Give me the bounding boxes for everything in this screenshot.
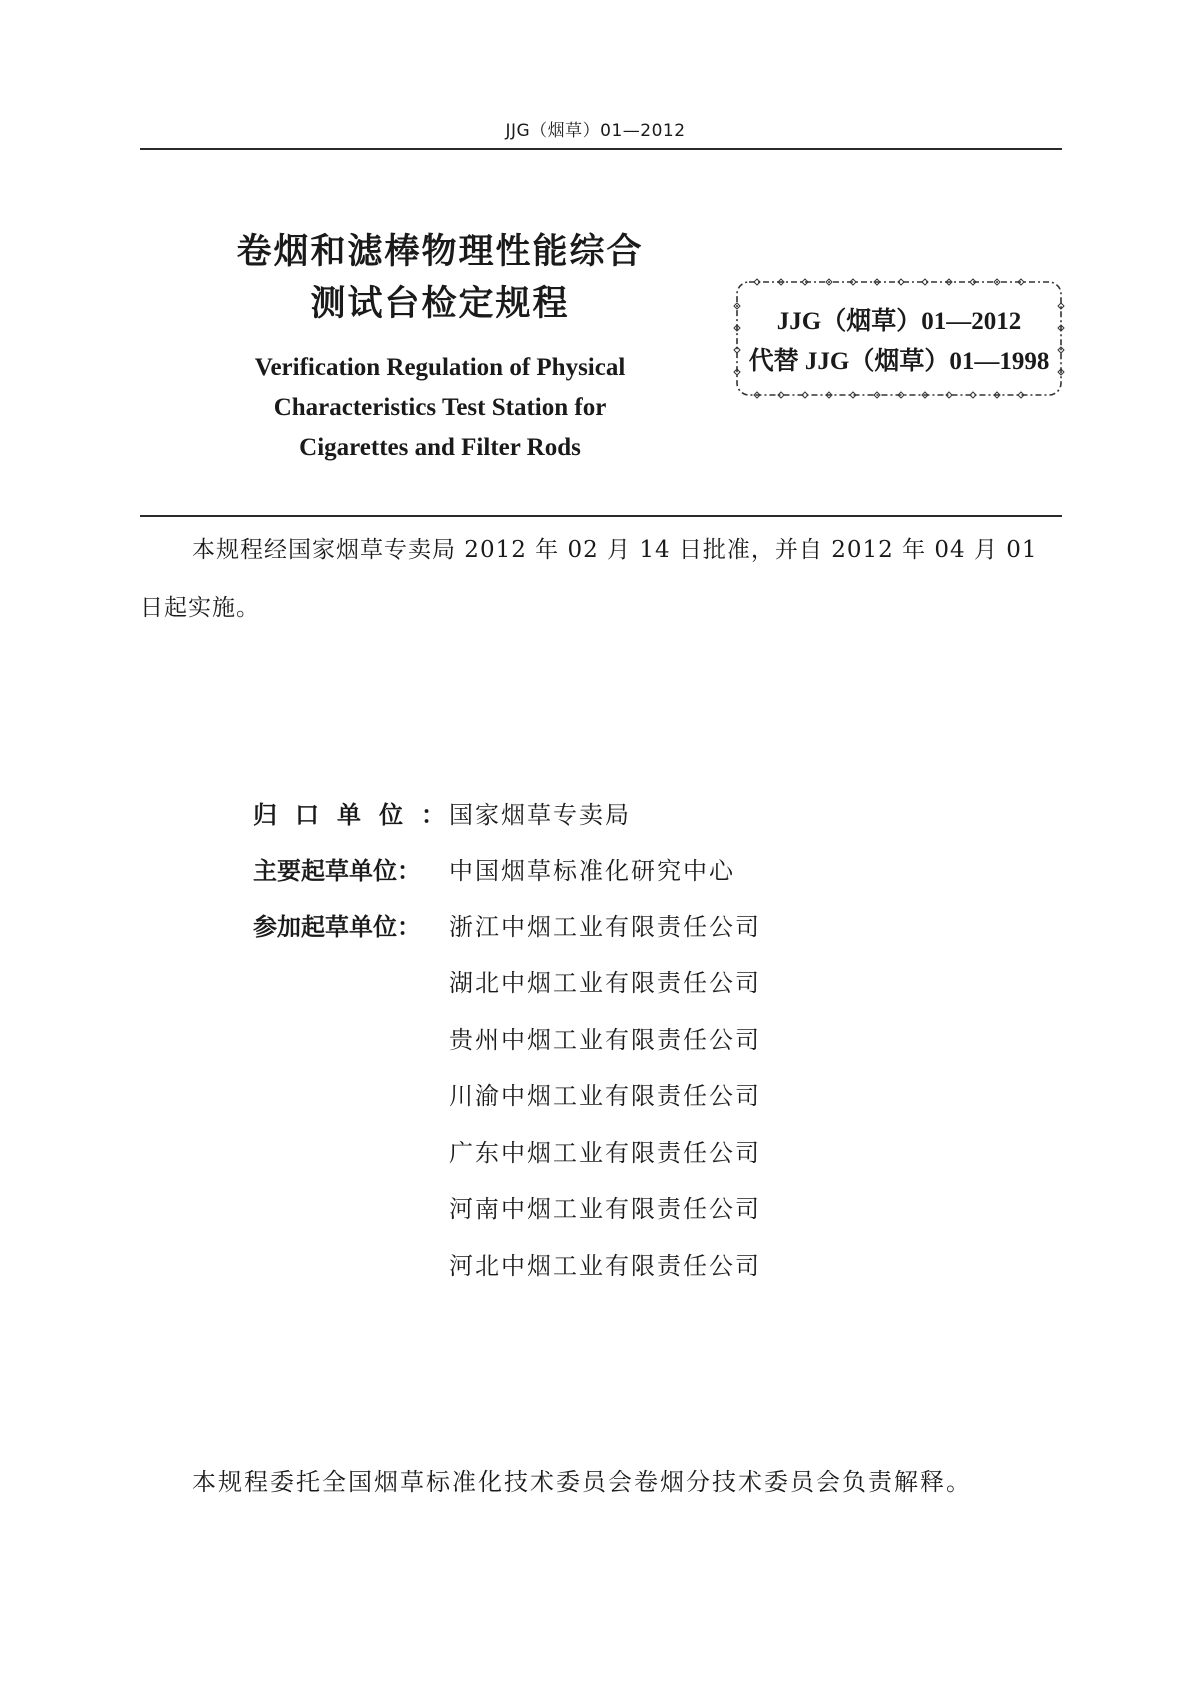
interpretation-statement: 本规程委托全国烟草标准化技术委员会卷烟分技术委员会负责解释。 <box>192 1468 972 1496</box>
chinese-title-line-2: 测试台检定规程 <box>310 284 570 324</box>
english-title-line-3: Cigarettes and Filter Rods <box>299 434 581 461</box>
standard-code: JJG（烟草）01—2012 <box>776 308 1022 335</box>
english-title-line-1: Verification Regulation of Physical <box>254 354 626 381</box>
participating-units-label: 参加起草单位： <box>253 913 421 941</box>
main-drafting-unit-value: 中国烟草标准化研究中心 <box>449 857 735 885</box>
section-rule <box>140 515 1062 517</box>
responsible-unit-row <box>253 795 631 851</box>
responsible-unit-value: 国家烟草专卖局 <box>449 801 631 829</box>
main-drafting-unit-row <box>253 851 735 907</box>
replaces-code: 代替 JJG（烟草）01—1998 <box>748 348 1050 375</box>
participating-unit: 川渝中烟工业有限责任公司 <box>449 1082 761 1110</box>
header-rule <box>140 148 1062 150</box>
participating-unit: 河北中烟工业有限责任公司 <box>449 1251 761 1280</box>
participating-unit: 贵州中烟工业有限责任公司 <box>449 1025 761 1054</box>
participating-units-list <box>449 963 761 1302</box>
main-drafting-unit-label: 主要起草单位： <box>253 857 421 885</box>
running-header: JJG（烟草）01—2012 <box>505 121 686 141</box>
english-title-line-2: Characteristics Test Station for <box>273 394 607 421</box>
chinese-title-line-1: 卷烟和滤棒物理性能综合 <box>236 232 644 272</box>
participating-unit: 浙江中烟工业有限责任公司 <box>449 913 761 941</box>
chinese-title <box>180 226 700 330</box>
approval-statement: 本规程经国家烟草专卖局 2012 年 02 月 14 日批准，并自 2012 年 04 月 01 日起实施。 <box>140 537 1038 621</box>
participating-unit: 湖北中烟工业有限责任公司 <box>449 969 761 997</box>
responsible-unit-label: 归口单位： <box>253 801 463 829</box>
participating-unit: 广东中烟工业有限责任公司 <box>449 1138 761 1167</box>
standard-code-box <box>733 278 1065 399</box>
participating-unit: 河南中烟工业有限责任公司 <box>449 1195 761 1223</box>
english-title <box>180 348 700 468</box>
participating-units-row <box>253 907 761 963</box>
